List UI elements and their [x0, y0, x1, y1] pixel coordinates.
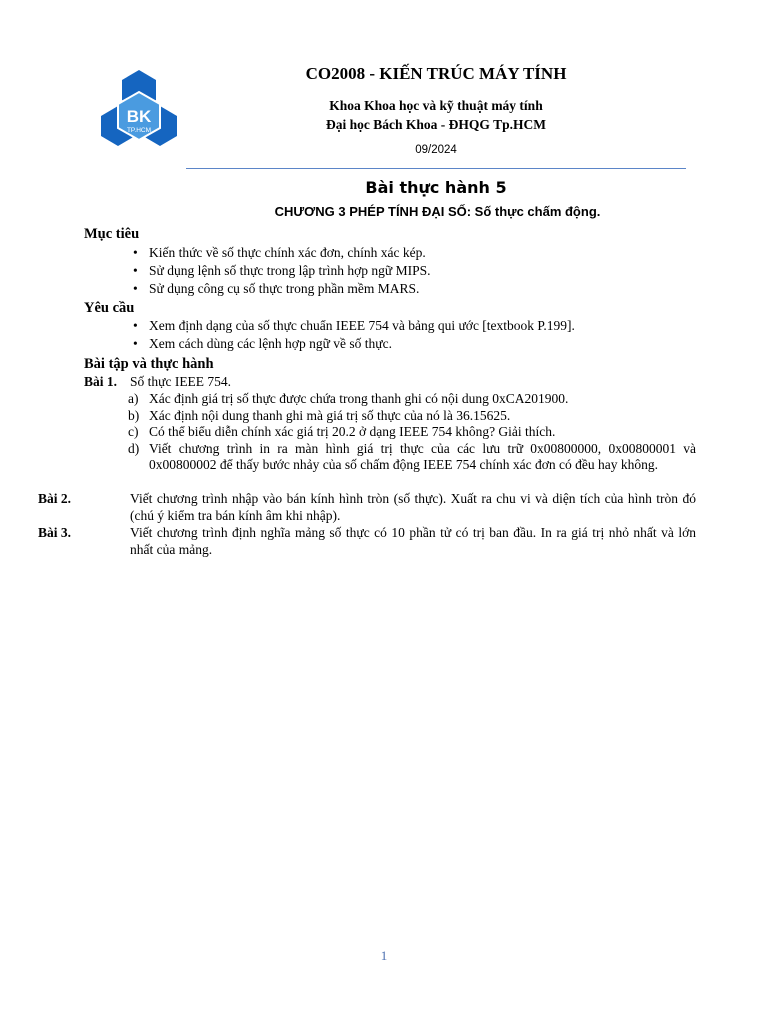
exercises-heading: Bài tập và thực hành	[84, 356, 214, 372]
requirements-heading: Yêu cầu	[84, 300, 135, 316]
header-divider	[186, 168, 686, 169]
list-item	[128, 441, 696, 474]
subitem-text: Viết chương trình in ra màn hình giá trị thực của các lưu trữ 0x00800000, 0x00800001 và 0x00800002 để thấy bước nhảy của số chấm động IEEE 754 chính xác đơn có đều hay không.	[149, 440, 696, 472]
lab-title: Bài thực hành 5	[365, 178, 507, 197]
requirements-list	[133, 317, 575, 353]
subitem-marker: c)	[128, 424, 139, 439]
exercise-3	[38, 525, 696, 558]
exercise-1-subitems	[128, 391, 696, 474]
exercise-2-label: Bài 2.	[38, 491, 72, 506]
list-item	[128, 424, 696, 441]
exercise-2-text: Viết chương trình nhập vào bán kính hình tròn (số thực). Xuất ra chu vi và diện tích của hình tròn đó (chú ý kiểm tra bán kính âm khi nhập).	[130, 491, 696, 523]
university-logo	[98, 68, 180, 150]
subitem-text: Xác định nội dung thanh ghi mà giá trị số thực của nó là 36.15625.	[149, 407, 511, 423]
objectives-heading: Mục tiêu	[84, 226, 140, 242]
logo-text: BK	[126, 107, 152, 126]
exercise-3-text: Viết chương trình định nghĩa mảng số thực có 10 phần tử có trị ban đầu. In ra giá trị nhỏ nhất và lớn nhất của mảng.	[130, 525, 696, 557]
subitem-text: Xác định giá trị số thực được chứa trong thanh ghi có nội dung 0xCA201900.	[149, 391, 569, 406]
page-number: 1	[380, 948, 388, 963]
list-item: • Sử dụng lệnh số thực trong lập trình hợp ngữ MIPS.	[133, 262, 430, 280]
document-date: 09/2024	[415, 144, 457, 156]
objectives-list	[133, 244, 430, 298]
chapter-title: CHƯƠNG 3 PHÉP TÍNH ĐẠI SỐ: Số thực chấm động.	[274, 204, 601, 219]
exercise-1-label: Bài 1.	[84, 374, 118, 389]
subitem-text: Có thể biểu diễn chính xác giá trị 20.2 ở dạng IEEE 754 không? Giải thích.	[149, 424, 556, 439]
list-item: • Xem cách dùng các lệnh hợp ngữ về số thực.	[133, 335, 575, 353]
subitem-marker: a)	[128, 391, 139, 406]
subitem-marker: b)	[128, 407, 140, 423]
department-name: Khoa Khoa học và kỹ thuật máy tính	[329, 98, 543, 113]
subitem-marker: d)	[128, 440, 140, 456]
list-item: • Sử dụng công cụ số thực trong phần mềm MARS.	[133, 280, 430, 298]
university-name: Đại học Bách Khoa - ĐHQG Tp.HCM	[326, 117, 546, 132]
list-item	[128, 391, 696, 408]
list-item: • Kiến thức về số thực chính xác đơn, chính xác kép.	[133, 244, 430, 262]
list-item	[128, 408, 696, 425]
exercise-3-label: Bài 3.	[38, 525, 72, 540]
list-item: • Xem định dạng của số thực chuẩn IEEE 754 và bảng qui ước [textbook P.199].	[133, 317, 575, 335]
course-title: CO2008 - KIẾN TRÚC MÁY TÍNH	[305, 64, 567, 83]
exercise-1-text: Số thực IEEE 754.	[130, 374, 232, 389]
exercise-1	[84, 374, 696, 391]
exercise-2	[38, 491, 696, 524]
logo-subtext: TP.HCM	[126, 127, 152, 134]
